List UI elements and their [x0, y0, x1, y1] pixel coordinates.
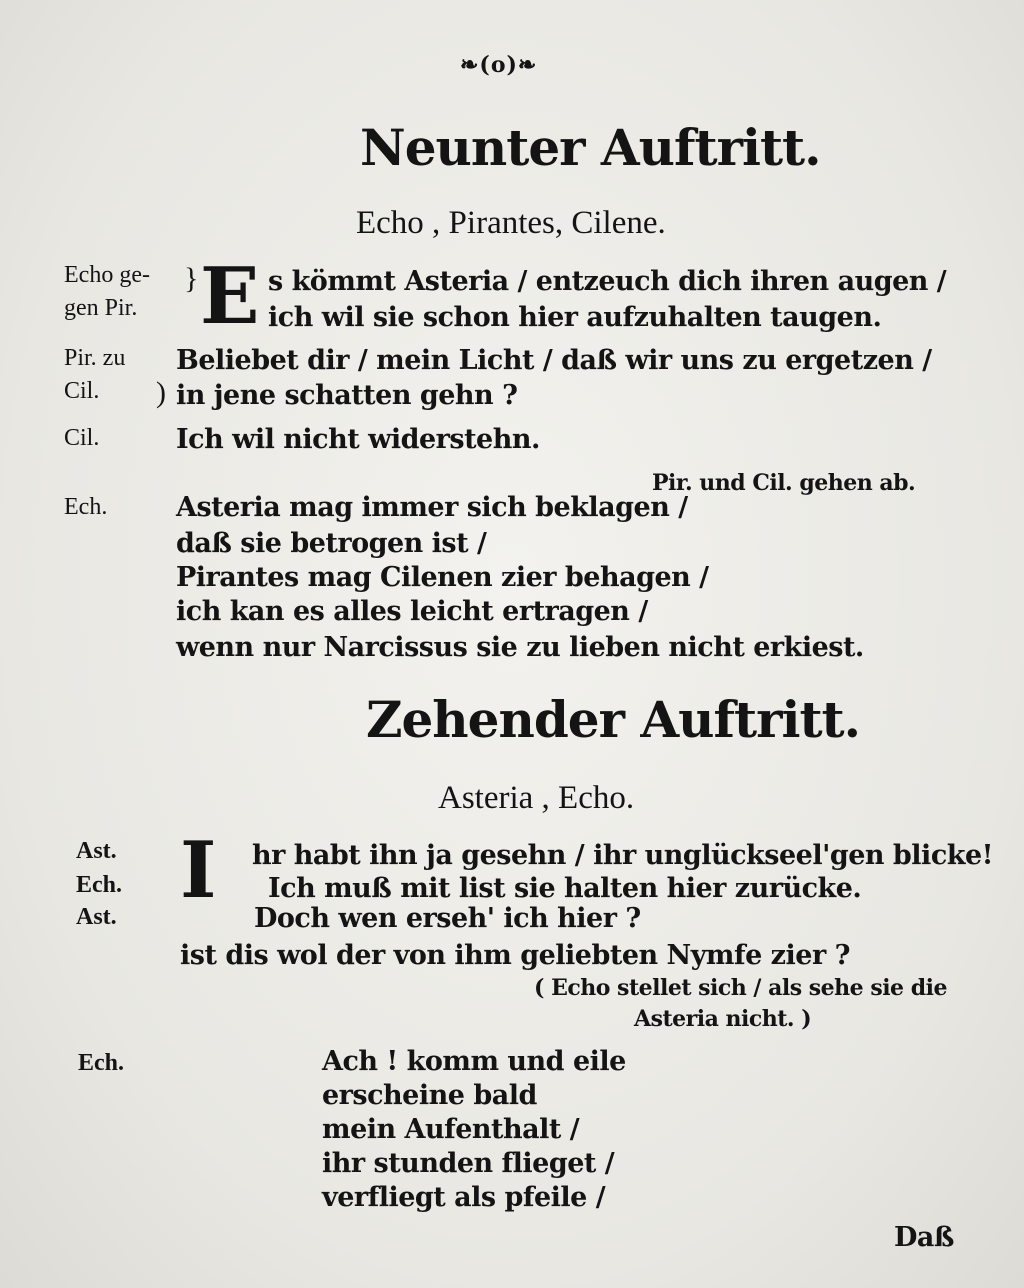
speaker-label: gen Pir.	[64, 295, 138, 321]
speaker-label: Ech.	[64, 494, 108, 520]
verse-line: mein Aufenthalt /	[322, 1114, 580, 1145]
verse-line: in jene schatten gehn ?	[176, 380, 518, 411]
verse-line: ist dis wol der von ihm geliebten Nymfe zier ?	[180, 940, 850, 971]
verse-line: hr habt ihn ja gesehn / ihr unglückseel'gen blicke!	[252, 840, 993, 871]
verse-line: Pirantes mag Cilenen zier behagen /	[176, 562, 709, 593]
verse-line: Doch wen erseh' ich hier ?	[254, 903, 641, 934]
header-ornament: ❧(o)❧	[460, 52, 538, 78]
verse-line: ich wil sie schon hier aufzuhalten taugen.	[268, 302, 882, 333]
brace-mark: )	[156, 376, 166, 409]
verse-line: verfliegt als pfeile /	[322, 1182, 606, 1213]
verse-line: s kömmt Asteria / entzeuch dich ihren augen /	[268, 266, 947, 297]
speaker-label: Cil.	[64, 425, 100, 451]
stage-direction: Pir. und Cil. gehen ab.	[652, 470, 916, 496]
speaker-label: Ech.	[78, 1050, 125, 1076]
verse-line: Beliebet dir / mein Licht / daß wir uns zu ergetzen /	[176, 345, 932, 376]
verse-line: ihr stunden flieget /	[322, 1148, 615, 1179]
speaker-label: Pir. zu	[64, 345, 126, 371]
stage-direction: ( Echo stellet sich / als sehe sie die	[534, 975, 947, 1001]
dropcap-initial: E	[200, 251, 260, 342]
verse-line: wenn nur Narcissus sie zu lieben nicht erkiest.	[176, 632, 864, 663]
dropcap-initial: I	[180, 825, 217, 916]
verse-line: Ach ! komm und eile	[322, 1046, 626, 1077]
scene10-cast: Asteria , Echo.	[438, 780, 635, 816]
verse-line: ich kan es alles leicht ertragen /	[176, 596, 648, 627]
speaker-label: Cil.	[64, 378, 100, 404]
catchword: Daß	[894, 1222, 954, 1253]
verse-line: daß sie betrogen ist /	[176, 528, 487, 559]
speaker-label: Echo ge-	[64, 262, 150, 288]
speaker-label: Ast.	[76, 904, 117, 930]
stage-direction: Asteria nicht. )	[634, 1006, 812, 1032]
scene10-title: Zehender Auftritt.	[366, 690, 861, 749]
scene9-cast: Echo , Pirantes, Cilene.	[356, 205, 666, 241]
scene9-title: Neunter Auftritt.	[360, 118, 821, 177]
verse-line: Ich muß mit list sie halten hier zurücke.	[268, 873, 862, 904]
speaker-label: Ast.	[76, 838, 117, 864]
brace-mark: }	[184, 262, 199, 295]
verse-line: erscheine bald	[322, 1080, 537, 1111]
verse-line: Asteria mag immer sich beklagen /	[176, 492, 688, 523]
speaker-label: Ech.	[76, 872, 123, 898]
verse-line: Ich wil nicht widerstehn.	[176, 424, 540, 455]
